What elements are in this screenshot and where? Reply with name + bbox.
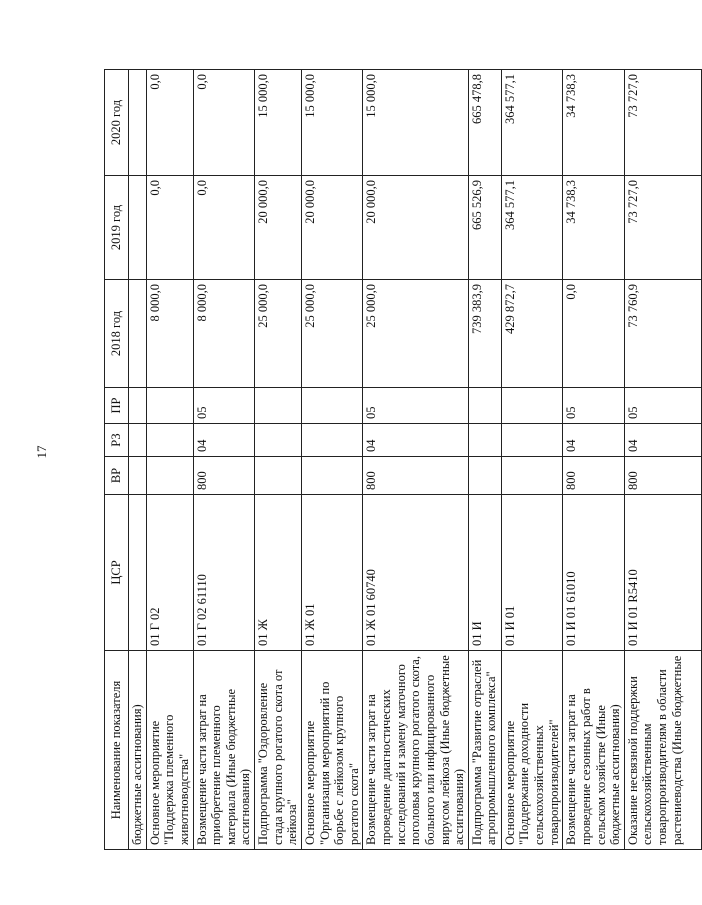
cell-pr (501, 388, 563, 424)
cell-pr: 05 (193, 388, 255, 424)
table-row (146, 70, 193, 850)
header-2018: 2018 год (105, 280, 129, 388)
cell-pr: 05 (624, 388, 701, 424)
cell-pr (146, 388, 193, 424)
cell-name: Подпрограмма "Развитие отраслей агропромышленного комплекса" (468, 651, 501, 850)
cell-2020 (129, 70, 147, 176)
cell-2019: 20 000,0 (363, 176, 468, 280)
cell-csr: 01 Г 02 (146, 495, 193, 651)
page-number: 17 (34, 445, 49, 459)
cell-pr (129, 388, 147, 424)
cell-pr (468, 388, 501, 424)
cell-name: Подпрограмма "Оздоровление стада крупного рогатого скота от лейкоза" (255, 651, 302, 850)
cell-vr (255, 457, 302, 495)
cell-vr (301, 457, 363, 495)
cell-2018: 739 383,9 (468, 280, 501, 388)
cell-2018: 73 760,9 (624, 280, 701, 388)
cell-2020: 665 478,8 (468, 70, 501, 176)
cell-vr (468, 457, 501, 495)
cell-vr: 800 (363, 457, 468, 495)
cell-2019: 0,0 (193, 176, 255, 280)
cell-2019: 0,0 (146, 176, 193, 280)
cell-2018: 8 000,0 (146, 280, 193, 388)
cell-pr: 05 (563, 388, 625, 424)
budget-table (104, 69, 702, 850)
cell-2019: 665 526,9 (468, 176, 501, 280)
cell-2020: 15 000,0 (301, 70, 363, 176)
cell-name: Возмещение части затрат на проведение диагностических исследований и замену маточного поголовья крупного рогатого скота, больного или инфицированного вирусом лейкоза (Иные бюджетные ассигнования) (363, 651, 468, 850)
cell-2018: 8 000,0 (193, 280, 255, 388)
table-row (301, 70, 363, 850)
cell-csr: 01 И 01 R5410 (624, 495, 701, 651)
cell-rz (146, 424, 193, 457)
rotated-page (104, 70, 684, 850)
cell-csr: 01 Ж 01 60740 (363, 495, 468, 651)
cell-csr: 01 И 01 (501, 495, 563, 651)
cell-vr (501, 457, 563, 495)
cell-2020: 73 727,0 (624, 70, 701, 176)
cell-2019 (129, 176, 147, 280)
cell-2019: 73 727,0 (624, 176, 701, 280)
cell-csr: 01 Ж 01 (301, 495, 363, 651)
header-2019: 2019 год (105, 176, 129, 280)
cell-vr (129, 457, 147, 495)
cell-2018: 25 000,0 (255, 280, 302, 388)
header-pr: ПР (105, 388, 129, 424)
cell-csr (129, 495, 147, 651)
cell-rz (301, 424, 363, 457)
table-row (624, 70, 701, 850)
cell-name: Основное мероприятие "Поддержание доходности сельскохозяйственных товаропроизводителей" (501, 651, 563, 850)
cell-pr: 05 (363, 388, 468, 424)
cell-vr (146, 457, 193, 495)
cell-2018: 25 000,0 (301, 280, 363, 388)
table-row (363, 70, 468, 850)
cell-rz: 04 (193, 424, 255, 457)
cell-pr (301, 388, 363, 424)
table-row (468, 70, 501, 850)
cell-2018: 25 000,0 (363, 280, 468, 388)
cell-2019: 20 000,0 (301, 176, 363, 280)
cell-csr: 01 И 01 61010 (563, 495, 625, 651)
cell-vr: 800 (624, 457, 701, 495)
cell-name: Возмещение части затрат на приобретение племенного материала (Иные бюджетные ассигнования) (193, 651, 255, 850)
cell-rz (255, 424, 302, 457)
cell-name: Основное мероприятие "Поддержка племенного животноводства" (146, 651, 193, 850)
header-vr: ВР (105, 457, 129, 495)
cell-2020: 34 738,3 (563, 70, 625, 176)
cell-2020: 0,0 (193, 70, 255, 176)
header-name: Наименование показателя (105, 651, 129, 850)
cell-rz: 04 (363, 424, 468, 457)
cell-2019: 34 738,3 (563, 176, 625, 280)
cell-rz: 04 (563, 424, 625, 457)
header-row (105, 70, 129, 850)
cell-vr: 800 (193, 457, 255, 495)
cell-rz: 04 (624, 424, 701, 457)
cell-2020: 364 577,1 (501, 70, 563, 176)
cell-csr: 01 Ж (255, 495, 302, 651)
cell-rz (501, 424, 563, 457)
table-row (129, 70, 147, 850)
cell-name: Основное мероприятие "Организация мероприятий по борьбе с лейкозом крупного рогатого скота" (301, 651, 363, 850)
cell-rz (468, 424, 501, 457)
cell-vr: 800 (563, 457, 625, 495)
table-row (563, 70, 625, 850)
table-row (501, 70, 563, 850)
cell-2019: 364 577,1 (501, 176, 563, 280)
cell-csr: 01 И (468, 495, 501, 651)
header-rz: РЗ (105, 424, 129, 457)
cell-2020: 15 000,0 (255, 70, 302, 176)
cell-2020: 15 000,0 (363, 70, 468, 176)
cell-2019: 20 000,0 (255, 176, 302, 280)
cell-2018: 0,0 (563, 280, 625, 388)
cell-name: Оказание несвязной поддержки сельскохозяйственным товаропроизводителям в области растениеводства (Иные бюджетные (624, 651, 701, 850)
table-row (193, 70, 255, 850)
cell-2018: 429 872,7 (501, 280, 563, 388)
header-csr: ЦСР (105, 495, 129, 651)
cell-name: Возмещение части затрат на проведение сезонных работ в сельском хозяйстве (Иные бюджетные ассигнования) (563, 651, 625, 850)
cell-rz (129, 424, 147, 457)
header-2020: 2020 год (105, 70, 129, 176)
table-row (255, 70, 302, 850)
cell-2018 (129, 280, 147, 388)
cell-2020: 0,0 (146, 70, 193, 176)
cell-csr: 01 Г 02 61110 (193, 495, 255, 651)
cell-name: бюджетные ассигнования) (129, 651, 147, 850)
cell-pr (255, 388, 302, 424)
